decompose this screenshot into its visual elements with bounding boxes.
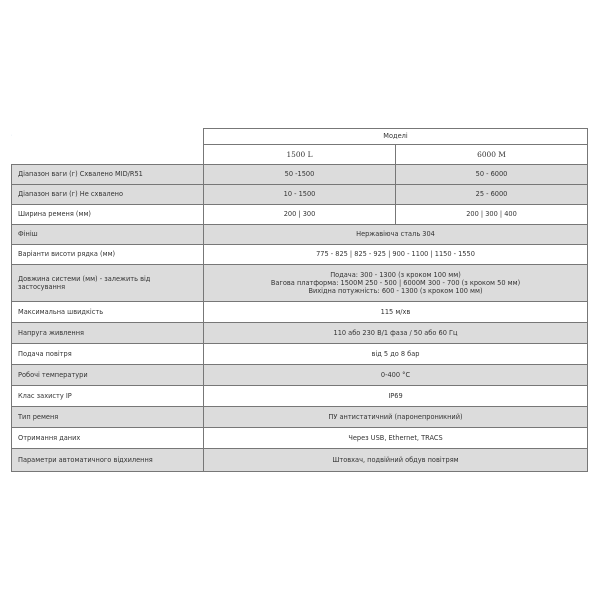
table-row — [12, 205, 588, 225]
row-value-line: Вихідна потужність: 600 - 1300 (з кроком 100 мм) — [308, 287, 483, 296]
models-header: Моделі — [204, 129, 588, 145]
row-value: Через USB, Ethernet, TRACS — [204, 428, 588, 449]
row-label: Подача повітря — [12, 344, 204, 365]
row-label: Довжина системи (мм) - залежить від застосування — [12, 265, 204, 302]
row-label: Варіанти висоти рядка (мм) — [12, 245, 204, 265]
table-row — [12, 165, 588, 185]
row-value: 0-400 °C — [204, 365, 588, 386]
header-blank-2 — [12, 145, 204, 165]
row-label: Фініш — [12, 225, 204, 245]
table-row — [12, 323, 588, 344]
table-row — [12, 386, 588, 407]
table-row — [12, 185, 588, 205]
row-value: Штовхач, подвійний обдув повітрям — [204, 449, 588, 472]
row-value-1500l: 10 - 1500 — [204, 185, 396, 205]
row-value-line: Подача: 300 - 1300 (з кроком 100 мм) — [330, 270, 461, 279]
table-row — [12, 365, 588, 386]
spec-table — [11, 128, 588, 472]
table-row — [12, 225, 588, 245]
row-label: Діапазон ваги (г) Схвалено MID/R51 — [12, 165, 204, 185]
header-blank — [12, 129, 204, 145]
row-label: Клас захисту IP — [12, 386, 204, 407]
table-row — [12, 245, 588, 265]
row-value-line: Вагова платформа: 1500M 250 - 500 | 6000M 300 - 700 (з кроком 50 мм) — [270, 278, 521, 287]
table-row — [12, 449, 588, 472]
row-value: 110 або 230 В/1 фаза / 50 або 60 Гц — [204, 323, 588, 344]
table-row — [12, 407, 588, 428]
row-label: Напруга живлення — [12, 323, 204, 344]
model-6000m-header: 6000 M — [396, 145, 588, 165]
row-label: Отримання даних — [12, 428, 204, 449]
row-value-6000m: 200 | 300 | 400 — [396, 205, 588, 225]
row-value: IP69 — [204, 386, 588, 407]
row-value: від 5 до 8 бар — [204, 344, 588, 365]
row-value: 115 м/хв — [204, 302, 588, 323]
row-label: Тип ременя — [12, 407, 204, 428]
header-row-models — [12, 145, 588, 165]
row-label: Максимальна швидкість — [12, 302, 204, 323]
row-value-1500l: 50 -1500 — [204, 165, 396, 185]
row-value: ПУ антистатичний (паронепроникний) — [204, 407, 588, 428]
table-row — [12, 265, 588, 302]
row-label: Діапазон ваги (г) Не схвалено — [12, 185, 204, 205]
table-row — [12, 428, 588, 449]
header-row-group — [12, 129, 588, 145]
row-value-1500l: 200 | 300 — [204, 205, 396, 225]
row-label: Робочі температури — [12, 365, 204, 386]
row-value: Нержавіюча сталь 304 — [204, 225, 588, 245]
row-value-6000m: 50 - 6000 — [396, 165, 588, 185]
row-label: Ширина ременя (мм) — [12, 205, 204, 225]
model-1500l-header: 1500 L — [204, 145, 396, 165]
table-row — [12, 344, 588, 365]
row-label: Параметри автоматичного відхилення — [12, 449, 204, 472]
row-value-6000m: 25 - 6000 — [396, 185, 588, 205]
table-row — [12, 302, 588, 323]
row-value: 775 - 825 | 825 - 925 | 900 - 1100 | 1150 - 1550 — [204, 245, 588, 265]
row-value-multiline — [204, 265, 588, 302]
